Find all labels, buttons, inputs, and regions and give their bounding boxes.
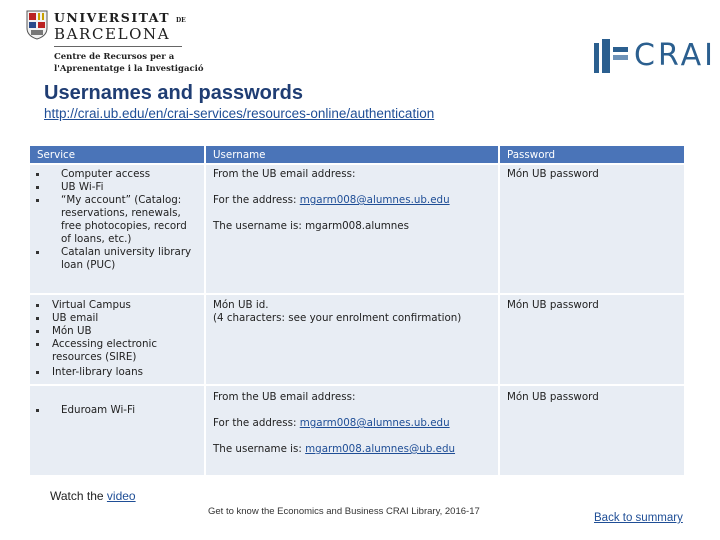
page-title: Usernames and passwords — [44, 82, 303, 104]
password-cell — [499, 294, 684, 385]
service-item-continued: loan (PUC) — [61, 259, 116, 271]
bullet-icon — [36, 173, 39, 176]
email-link[interactable]: mgarm008@alumnes.ub.edu — [299, 194, 450, 206]
back-to-summary-link[interactable]: Back to summary — [594, 512, 683, 524]
service-item: UB Wi-Fi — [61, 181, 104, 193]
service-item: Catalan university library — [61, 246, 192, 258]
password-value: Món UB password — [507, 168, 599, 180]
service-item-continued: reservations, renewals, — [61, 207, 181, 219]
bullet-icon — [36, 330, 39, 333]
bullet-icon — [36, 251, 39, 254]
service-cell — [30, 164, 205, 294]
centre-name-line2: l'Aprenentatge i la Investigació — [54, 64, 204, 74]
credentials-table — [30, 146, 684, 475]
service-item: Virtual Campus — [52, 299, 131, 311]
service-item: Món UB — [52, 325, 92, 337]
crai-logo-text: CRAI — [634, 38, 716, 73]
password-value: Món UB password — [507, 391, 599, 403]
service-item: Eduroam Wi-Fi — [61, 404, 136, 416]
username-for-address: For the address: mgarm008@alumnes.ub.edu — [213, 417, 450, 429]
bullet-icon — [36, 343, 39, 346]
username-email-link[interactable]: mgarm008.alumnes@ub.edu — [305, 443, 456, 455]
header-password: Password — [499, 146, 684, 164]
service-item-continued: free photocopies, record — [61, 220, 187, 232]
service-cell — [30, 294, 205, 385]
bullet-icon — [36, 199, 39, 202]
logo-divider — [54, 46, 182, 47]
username-cell — [205, 164, 499, 294]
video-link[interactable]: video — [106, 489, 136, 503]
service-item: Accessing electronic — [52, 338, 158, 350]
bullet-icon — [36, 371, 39, 374]
bullet-icon — [36, 409, 39, 412]
username-line: Món UB id. — [213, 299, 269, 311]
ub-shield-icon — [26, 10, 48, 40]
username-cell — [205, 294, 499, 385]
header-service: Service — [30, 146, 205, 164]
header-username: Username — [205, 146, 499, 164]
ub-logo — [26, 8, 206, 80]
crai-mark-icon — [594, 39, 628, 73]
service-item: Inter-library loans — [52, 366, 143, 378]
table-header-row — [30, 146, 684, 164]
table-row — [30, 294, 684, 385]
service-item-continued: resources (SIRE) — [52, 351, 137, 363]
username-cell — [205, 385, 499, 475]
password-cell — [499, 164, 684, 294]
bullet-icon — [36, 317, 39, 320]
password-cell — [499, 385, 684, 475]
username-for-address: For the address: mgarm008@alumnes.ub.edu — [213, 194, 450, 206]
email-link[interactable]: mgarm008@alumnes.ub.edu — [299, 417, 450, 429]
bullet-icon — [36, 304, 39, 307]
service-item: “My account” (Catalog: — [61, 194, 182, 206]
footer-caption: Get to know the Economics and Business CRAI Library, 2016-17 — [208, 506, 480, 517]
watch-video-text: Watch the video — [50, 489, 136, 503]
table-row — [30, 385, 684, 475]
username-line: From the UB email address: — [213, 391, 356, 403]
username-line: (4 characters: see your enrolment confirmation) — [213, 312, 462, 324]
university-name-line2: BARCELONA — [54, 25, 171, 43]
crai-logo — [594, 38, 716, 76]
username-result: The username is: mgarm008.alumnes@ub.edu — [213, 443, 456, 455]
username-line: The username is: mgarm008.alumnes — [213, 220, 409, 232]
service-item-continued: of loans, etc.) — [61, 233, 132, 245]
service-cell — [30, 385, 205, 475]
service-item: Computer access — [61, 168, 151, 180]
university-name-line1: UNIVERSITAT DE — [54, 10, 186, 25]
table-row — [30, 164, 684, 294]
service-item: UB email — [52, 312, 99, 324]
authentication-url-link[interactable]: http://crai.ub.edu/en/crai-services/resources-online/authentication — [44, 106, 435, 121]
bullet-icon — [36, 186, 39, 189]
centre-name-line1: Centre de Recursos per a — [54, 52, 175, 62]
username-line: From the UB email address: — [213, 168, 356, 180]
password-value: Món UB password — [507, 299, 599, 311]
